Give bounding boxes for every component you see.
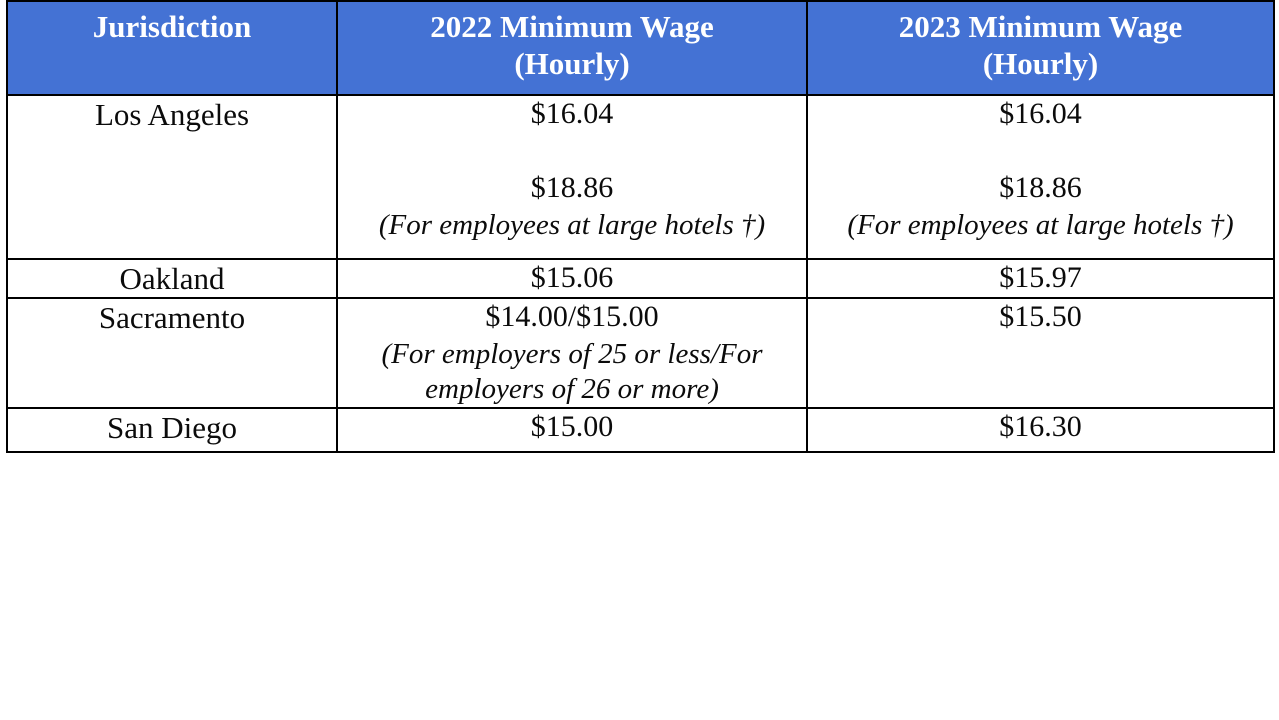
- cell-jurisdiction: San Diego: [7, 408, 337, 451]
- wage-primary-value: $15.50: [999, 299, 1082, 333]
- wage-primary-value: $16.30: [999, 410, 1082, 444]
- table-row: [7, 298, 1274, 409]
- cell-wage-2023: [807, 259, 1274, 298]
- cell-wage-2023: [807, 408, 1274, 451]
- table-header: [7, 1, 1274, 95]
- wage-primary-value: $15.97: [999, 260, 1082, 294]
- column-header-wage-2022-line1: 2022 Minimum Wage: [430, 9, 714, 44]
- wage-primary-value: $15.00: [530, 410, 614, 444]
- cell-jurisdiction: Los Angeles: [7, 95, 337, 258]
- wage-note: (For employees at large hotels †): [378, 209, 766, 242]
- column-header-wage-2023: [807, 1, 1274, 95]
- wage-note: (For employees at large hotels †): [847, 209, 1234, 242]
- column-header-wage-2022-line2: (Hourly): [514, 45, 630, 81]
- table-row: [7, 259, 1274, 298]
- header-row: [7, 1, 1274, 95]
- cell-wage-2023: [807, 95, 1274, 258]
- cell-wage-2022: [337, 298, 807, 409]
- wage-secondary-value: $18.86: [999, 171, 1082, 205]
- wage-primary-value: $16.04: [530, 97, 614, 131]
- wage-primary-value: $15.06: [530, 260, 614, 294]
- column-header-wage-2022: [337, 1, 807, 95]
- column-header-wage-2023-line2: (Hourly): [982, 45, 1099, 81]
- wage-primary-value: $16.04: [999, 97, 1082, 131]
- cell-wage-2022: [337, 259, 807, 298]
- column-header-wage-2023-line1: 2023 Minimum Wage: [898, 9, 1183, 44]
- cell-wage-2023: [807, 298, 1274, 409]
- minimum-wage-table: [6, 0, 1275, 453]
- column-header-jurisdiction-line1: Jurisdiction: [92, 9, 252, 44]
- column-header-jurisdiction: [7, 1, 337, 95]
- table-row: [7, 408, 1274, 451]
- wage-primary-value: $14.00/$15.00: [485, 299, 659, 333]
- cell-jurisdiction: Oakland: [7, 259, 337, 298]
- wage-secondary-value: $18.86: [530, 171, 614, 205]
- cell-wage-2022: [337, 408, 807, 451]
- table-row: [7, 95, 1274, 258]
- cell-jurisdiction: Sacramento: [7, 298, 337, 409]
- cell-wage-2022: [337, 95, 807, 258]
- wage-note: (For employers of 25 or less/For employers of 26 or more): [381, 337, 763, 406]
- table-body: [7, 95, 1274, 452]
